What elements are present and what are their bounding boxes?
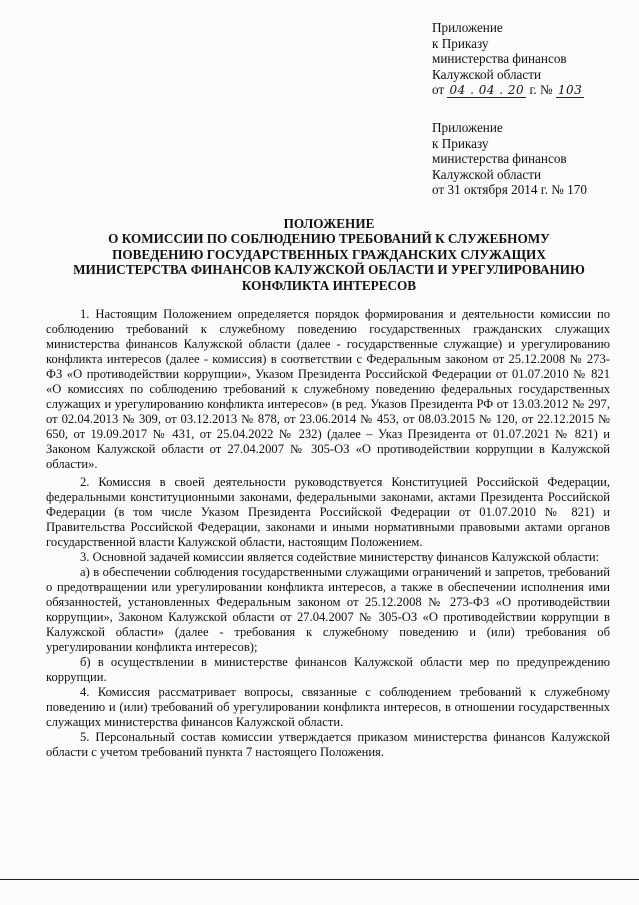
paragraph-3a: а) в обеспечении соблюдения государственными служащими ограничений и запретов, требований о предотвращении или урегулировании конфликта интересов, а также в обеспечении исполнения ими обязанностей, установленных Федеральным законом от 25.12.2008 № 273-ФЗ «О противодействии коррупции», Законом Калужской области от 27.04.2007 № 305-ОЗ «О противодействии коррупции в Калужской области» (далее - требования к служебному поведению и (или) требования об урегулировании конфликта интересов); xyxy=(46,564,610,655)
document-title xyxy=(40,216,618,293)
appendix-line: министерства финансов xyxy=(432,151,567,167)
document-body xyxy=(46,307,610,760)
appendix-line: от 31 октября 2014 г. № 170 xyxy=(432,182,587,198)
appendix-original-order xyxy=(432,120,632,198)
appendix-date-line xyxy=(432,82,632,99)
handwritten-date: 04 . 04 . 20 xyxy=(449,83,525,98)
appendix-line: Приложение xyxy=(432,120,503,135)
appendix-line: Приложение xyxy=(432,20,503,35)
paragraph-2: 2. Комиссия в своей деятельности руководствуется Конституцией Российской Федерации, федеральными конституционными законами, федеральными законами, актами Президента Российской Федерации (в том числе Указом Президента Российской Федерации от 01.07.2010 № 821) и Правительства Российской Федерации, законами и иными нормативными правовыми актами органов государственной власти Калужской области, настоящим Положением. xyxy=(46,474,610,549)
paragraph-1: 1. Настоящим Положением определяется порядок формирования и деятельности комиссии по соблюдению требований к служебному поведению государственных гражданских служащих министерства финансов Калужской области (далее - государственные служащие) и урегулированию конфликта интересов (далее - комиссия) в соответствии с Федеральным законом от 25.12.2008 № 273-ФЗ «О противодействии коррупции», Указом Президента Российской Федерации от 01.07.2010 № 821 «О комиссиях по соблюдению требований к служебному поведению федеральных государственных служащих и урегулированию конфликта интересов» (в ред. Указов Президента РФ от 13.03.2012 № 297, от 02.04.2013 № 309, от 03.12.2013 № 878, от 23.06.2014 № 453, от 08.03.2015 № 120, от 22.12.2015 № 650, от 19.09.2017 № 431, от 25.04.2022 № 232) (далее – Указ Президента от 01.07.2021 № 821) и Законом Калужской области от 27.04.2007 № 305-ОЗ «О противодействии коррупции в Калужской области». xyxy=(46,307,610,472)
title-line: КОНФЛИКТА ИНТЕРЕСОВ xyxy=(241,277,417,293)
bottom-scan-line xyxy=(0,879,639,880)
appendix-current-order xyxy=(432,20,632,99)
paragraph-3b: б) в осуществлении в министерстве финансов Калужской области мер по предупреждению коррупции. xyxy=(46,655,610,685)
year-suffix: г. № xyxy=(529,82,553,98)
title-line: МИНИСТЕРСТВА ФИНАНСОВ КАЛУЖСКОЙ ОБЛАСТИ И УРЕГУЛИРОВАНИЮ xyxy=(73,262,585,278)
appendix-line: министерства финансов xyxy=(432,51,567,67)
title-line: ПОВЕДЕНИЮ ГОСУДАРСТВЕННЫХ ГРАЖДАНСКИХ СЛУЖАЩИХ xyxy=(112,246,546,262)
paragraph-3: 3. Основной задачей комиссии является содействие министерству финансов Калужской области: xyxy=(80,549,600,564)
title-line: ПОЛОЖЕНИЕ xyxy=(283,216,375,231)
title-line: О КОМИССИИ ПО СОБЛЮДЕНИЮ ТРЕБОВАНИЙ К СЛУЖЕБНОМУ xyxy=(108,231,550,247)
date-prefix: от xyxy=(432,82,445,98)
appendix-line: Калужской области xyxy=(432,166,542,182)
appendix-line: к Приказу xyxy=(432,135,489,151)
appendix-line: Калужской области xyxy=(432,66,542,82)
handwritten-number: 103 xyxy=(557,83,583,98)
paragraph-5: 5. Персональный состав комиссии утверждается приказом министерства финансов Калужской области с учетом требований пункта 7 настоящего Положения. xyxy=(46,730,610,760)
paragraph-4: 4. Комиссия рассматривает вопросы, связанные с соблюдением требований к служебному поведению и (или) требований об урегулировании конфликта интересов, в отношении государственных служащих министерства финансов Калужской области. xyxy=(46,685,610,730)
appendix-line: к Приказу xyxy=(432,35,489,51)
